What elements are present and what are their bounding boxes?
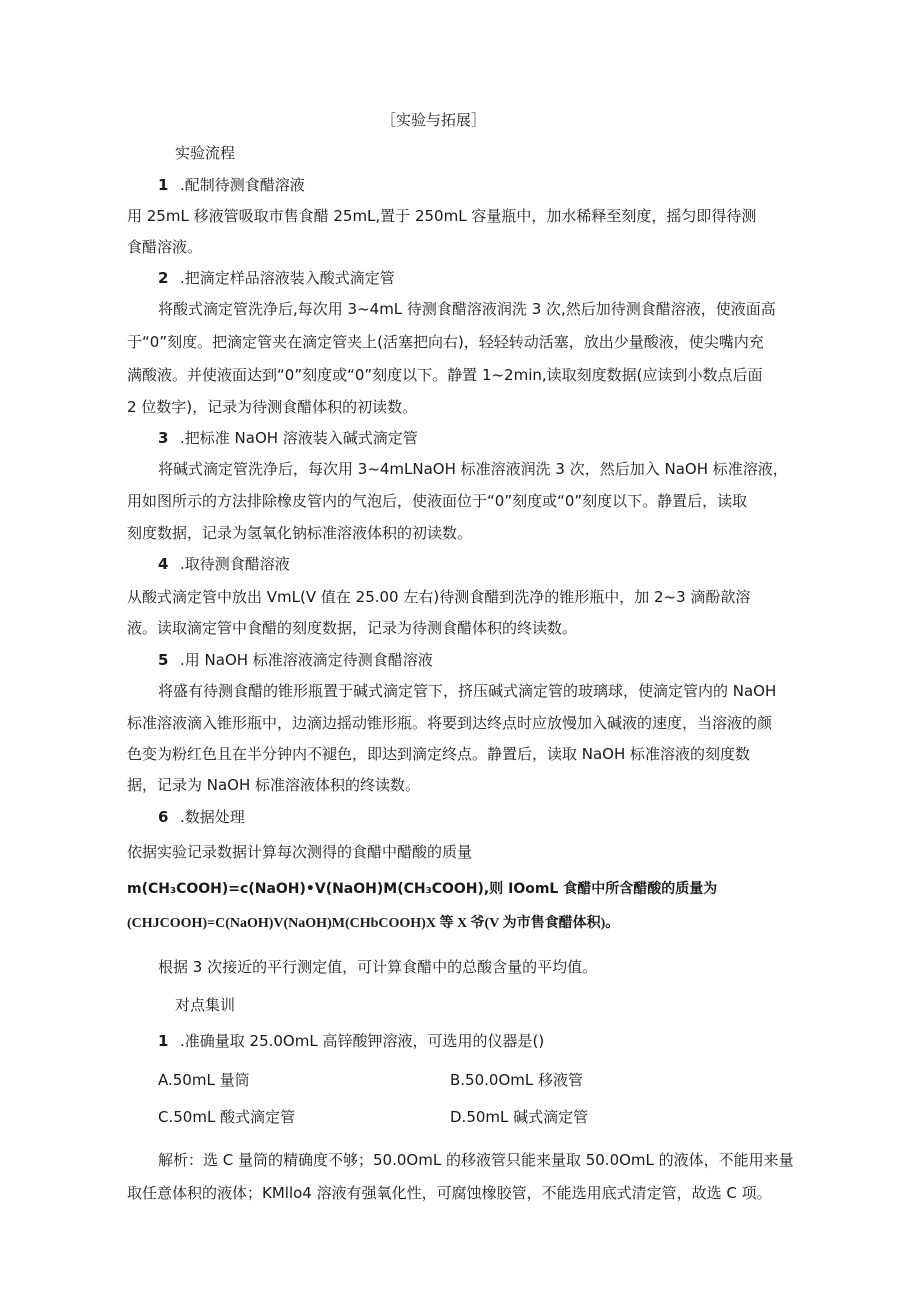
step-2-text-line: 将酸式滴定管洗净后,每次用 3~4mL 待测食醋溶液润洗 3 次,然后加待测食醋溶液，使液面高 bbox=[158, 300, 776, 318]
step-3-text-line: 用如图所示的方法排除橡皮管内的气泡后，使液面位于“0”刻度或“0”刻度以下。静置后，读取 bbox=[127, 492, 748, 510]
step-4-heading bbox=[158, 554, 290, 574]
analysis-line: 取任意体积的液体；KMllo4 溶液有强氧化性，可腐蚀橡胶管，不能选用底式清定管，故选 C 项。 bbox=[127, 1184, 772, 1202]
step-6-text-line: 依据实验记录数据计算每次测得的食醋中醋酸的质量 bbox=[127, 843, 473, 861]
section-heading-procedure: 实验流程 bbox=[175, 144, 236, 162]
summary-text: 根据 3 次接近的平行测定值，可计算食醋中的总酸含量的平均值。 bbox=[158, 958, 598, 976]
step-title: .数据处理 bbox=[180, 808, 245, 826]
step-4-text-line: 液。读取滴定管中食醋的刻度数据，记录为待测食醋体积的终读数。 bbox=[127, 619, 578, 637]
step-5-text-line: 标准溶液滴入锥形瓶中，边滴边摇动锥形瓶。将要到达终点时应放慢加入碱液的速度，当溶液的颜 bbox=[127, 714, 773, 732]
step-3-text-line: 将碱式滴定管洗净后，每次用 3~4mLNaOH 标准溶液润洗 3 次，然后加入 NaOH 标准溶液， bbox=[158, 460, 788, 478]
question-text: .准确量取 25.0OmL 高锌酸钾溶液，可选用的仪器是() bbox=[180, 1032, 545, 1050]
option-c: C.50mL 酸式滴定管 bbox=[158, 1108, 296, 1126]
step-2-text-line: 于“0”刻度。把滴定管夹在滴定管夹上(活塞把向右)，轻轻转动活塞，放出少量酸液，使尖嘴内充 bbox=[127, 333, 764, 351]
step-number: 1 bbox=[158, 176, 169, 194]
step-title: .把滴定样品溶液装入酸式滴定管 bbox=[180, 269, 395, 287]
formula-line: (CHJCOOH)=C(NaOH)V(NaOH)M(CHbCOOH)X 等 X 爷(V 为市售食醋体积)。 bbox=[127, 916, 620, 931]
step-number: 4 bbox=[158, 555, 169, 573]
step-1-heading bbox=[158, 175, 305, 195]
step-number: 6 bbox=[158, 808, 169, 826]
step-1-text-line: 用 25mL 移液管吸取市售食醋 25mL,置于 250mL 容量瓶中，加水稀释至刻度，摇匀即得待测 bbox=[127, 207, 757, 225]
step-5-text-line: 色变为粉红色且在半分钟内不褪色，即达到滴定终点。静置后，读取 NaOH 标准溶液的刻度数 bbox=[127, 745, 751, 763]
section-heading-exercises: 对点集训 bbox=[175, 996, 236, 1014]
option-a: A.50mL 量筒 bbox=[158, 1071, 250, 1089]
step-3-heading bbox=[158, 428, 418, 448]
step-1-text-line: 食醋溶液。 bbox=[127, 238, 203, 256]
step-number: 5 bbox=[158, 651, 169, 669]
question-number: 1 bbox=[158, 1032, 169, 1050]
step-title: .取待测食醋溶液 bbox=[180, 555, 290, 573]
step-5-text-line: 将盛有待测食醋的锥形瓶置于碱式滴定管下，挤压碱式滴定管的玻璃球，使滴定管内的 NaOH bbox=[158, 682, 777, 700]
step-5-text-line: 据，记录为 NaOH 标准溶液体积的终读数。 bbox=[127, 776, 421, 794]
step-number: 2 bbox=[158, 269, 169, 287]
step-2-text-line: 满酸液。并使液面达到“0”刻度或“0”刻度以下。静置 1~2min,读取刻度数据(应读到小数点后面 bbox=[127, 366, 763, 384]
page-title: ［实验与拓展］ bbox=[381, 111, 487, 129]
step-5-heading bbox=[158, 650, 433, 670]
step-title: .用 NaOH 标准溶液滴定待测食醋溶液 bbox=[180, 651, 433, 669]
option-b: B.50.0OmL 移液管 bbox=[450, 1071, 584, 1089]
formula-line: m(CH₃COOH)=c(NaOH)•V(NaOH)M(CH₃COOH),则 IOomL 食醋中所含醋酸的质量为 bbox=[127, 881, 718, 897]
step-4-text-line: 从酸式滴定管中放出 VmL(V 值在 25.00 左右)待测食醋到洗净的锥形瓶中，加 2~3 滴酚歆溶 bbox=[127, 588, 751, 606]
question-1 bbox=[158, 1031, 544, 1051]
step-number: 3 bbox=[158, 429, 169, 447]
step-title: .配制待测食醋溶液 bbox=[180, 176, 305, 194]
step-title: .把标准 NaOH 溶液装入碱式滴定管 bbox=[180, 429, 418, 447]
step-2-text-line: 2 位数字)，记录为待测食醋体积的初读数。 bbox=[127, 398, 418, 416]
step-2-heading bbox=[158, 268, 395, 288]
analysis-line: 解析：选 C 量筒的精确度不够；50.0OmL 的移液管只能来量取 50.0OmL 的液体，不能用来量 bbox=[158, 1151, 794, 1169]
step-3-text-line: 刻度数据，记录为氢氧化钠标准溶液体积的初读数。 bbox=[127, 524, 473, 542]
step-6-heading bbox=[158, 807, 245, 827]
option-d: D.50mL 碱式滴定管 bbox=[450, 1108, 589, 1126]
